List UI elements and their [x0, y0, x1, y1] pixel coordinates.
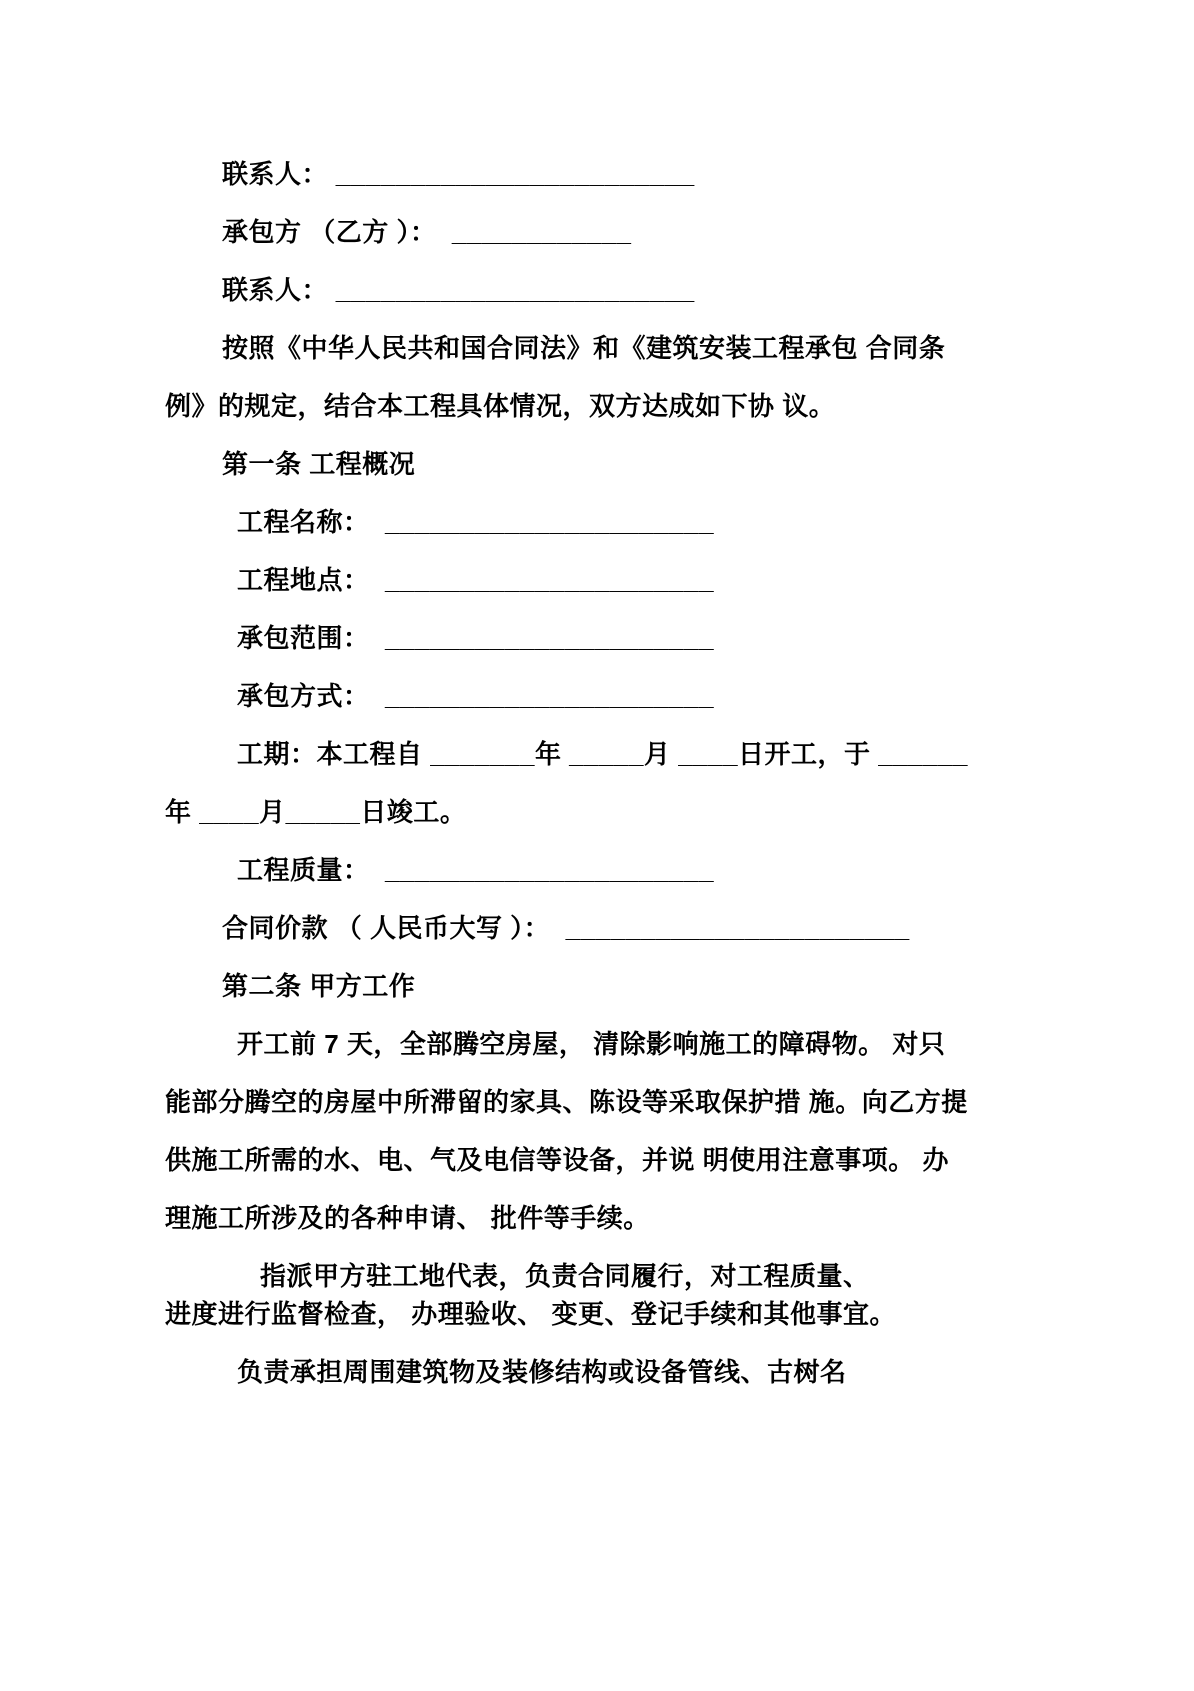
party-a-obligations-line-1: 开工前 7 天，全部腾空房屋， 清除影响施工的障碍物。 对只	[237, 1029, 946, 1059]
party-a-representative-line-2: 进度进行监督检查， 办理验收、 变更、登记手续和其他事宜。	[165, 1299, 896, 1329]
preamble-line-2: 例》的规定，结合本工程具体情况，双方达成如下协 议。	[165, 391, 836, 421]
contact-person-b-line: 联系人： ________________________	[222, 275, 695, 305]
contract-method-line: 承包方式： ______________________	[237, 681, 715, 711]
article-1-heading: 第一条 工程概况	[222, 449, 416, 479]
project-quality-line: 工程质量： ______________________	[237, 855, 715, 885]
party-a-obligations-line-4: 理施工所涉及的各种申请、 批件等手续。	[165, 1203, 650, 1233]
preamble-line-1: 按照《中华人民共和国合同法》和《建筑安装工程承包 合同条	[222, 333, 946, 363]
contract-scope-line: 承包范围： ______________________	[237, 623, 715, 653]
party-a-obligations-line-3: 供施工所需的水、电、气及电信等设备，并说 明使用注意事项。 办	[165, 1145, 949, 1175]
project-location-line: 工程地点： ______________________	[237, 565, 715, 595]
contact-person-a-line: 联系人： ________________________	[222, 159, 695, 189]
contract-price-line: 合同价款 （ 人民币大写 ）： _______________________	[222, 913, 910, 943]
party-a-obligations-line-2: 能部分腾空的房屋中所滞留的家具、陈设等采取保护措 施。向乙方提	[165, 1087, 968, 1117]
liability-line: 负责承担周围建筑物及装修结构或设备管线、古树名	[237, 1357, 847, 1387]
contractor-party-b-line: 承包方 （乙方 ）： ____________	[222, 217, 632, 247]
construction-period-line-1: 工期：本工程自 _______年 _____月 ____日开工，于 ______	[237, 739, 969, 769]
construction-period-line-2: 年 ____月_____日竣工。	[165, 797, 467, 827]
party-a-representative-line-1: 指派甲方驻工地代表，负责合同履行，对工程质量、	[260, 1261, 870, 1291]
article-2-heading: 第二条 甲方工作	[222, 971, 416, 1001]
project-name-line: 工程名称： ______________________	[237, 507, 715, 537]
